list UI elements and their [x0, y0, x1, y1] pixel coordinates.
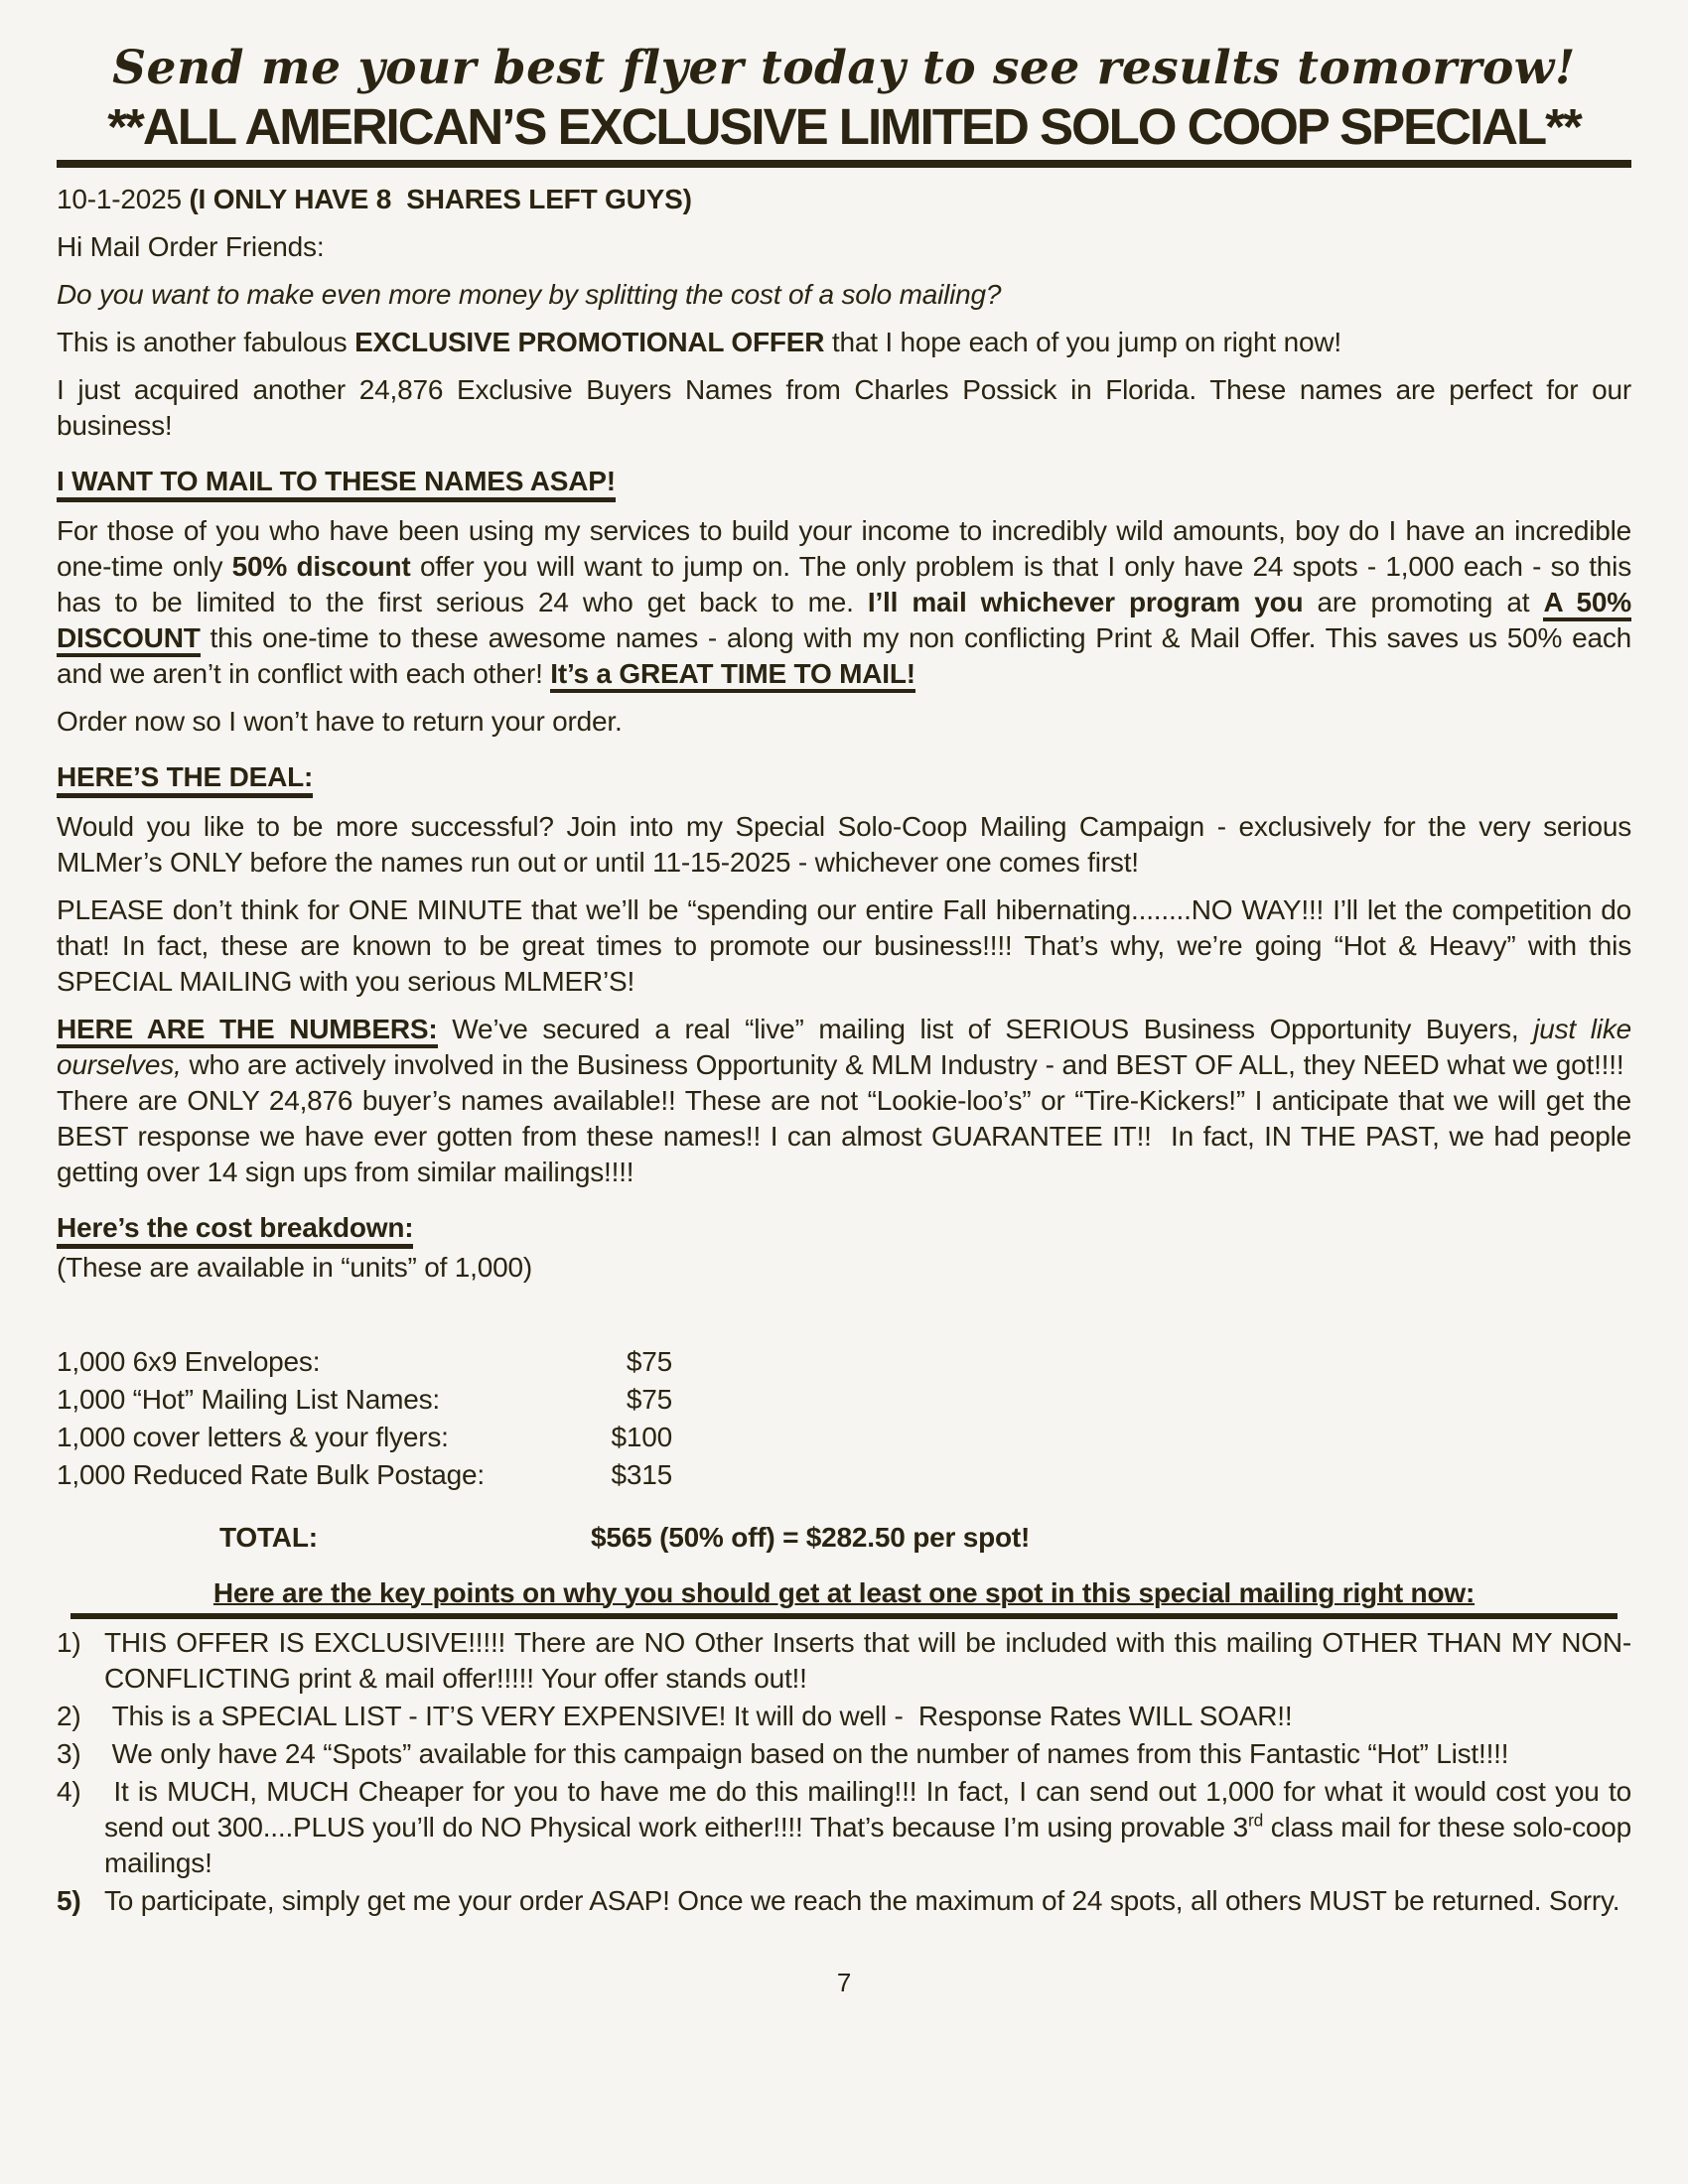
- heading-heres-the-deal: [57, 759, 1631, 795]
- keypoint-item-4: [57, 1774, 1631, 1881]
- promo-offer-paragraph: This is another fabulous EXCLUSIVE PROMOTIONAL OFFER that I hope each of you jump on right now!: [57, 327, 1341, 357]
- date-line: 10-1-2025 (I ONLY HAVE 8 SHARES LEFT GUYS): [57, 184, 692, 214]
- page-number: 7: [836, 1968, 852, 1997]
- heading-mail-asap-text: I WANT TO MAIL TO THESE NAMES ASAP!: [57, 466, 616, 502]
- heading-mail-asap: [57, 464, 1631, 499]
- units-note: (These are available in “units” of 1,000): [57, 1252, 532, 1283]
- cost-label: 1,000 Reduced Rate Bulk Postage:: [57, 1459, 486, 1490]
- main-title: **ALL AMERICAN’S EXCLUSIVE LIMITED SOLO COOP SPECIAL**: [57, 99, 1631, 168]
- cost-table: [57, 1343, 1631, 1494]
- cost-price: $100: [611, 1422, 672, 1452]
- keypoints-heading: [70, 1575, 1618, 1619]
- keypoint-text: It is MUCH, MUCH Cheaper for you to have me do this mailing!!! In fact, I can send out 1,000 for what it would cost you to send out 300....PLUS you’ll do NO Physical work either!!!! That’s because I’m using provable 3rd class mail for these solo-coop mailings!: [104, 1776, 1632, 1878]
- total-value: $565 (50% off) = $282.50 per spot!: [591, 1522, 1031, 1553]
- cost-label: 1,000 “Hot” Mailing List Names:: [57, 1384, 440, 1415]
- discount-offer-paragraph: For those of you who have been using my services to build your income to incredibly wild amounts, boy do I have an incredible one-time only 50% discount offer you will want to jump on. The only problem is that I only have 24 spots - 1,000 each - so this has to be limited to the first serious 24 who get back to me. I’ll mail whichever program you are promoting at A 50% DISCOUNT this one-time to these awesome names - along with my non conflicting Print & Mail Offer. This saves us 50% each and we aren’t in conflict with each other! It’s a GREAT TIME TO MAIL!: [57, 513, 1631, 692]
- heading-heres-the-deal-text: HERE’S THE DEAL:: [57, 761, 313, 798]
- keypoint-item-2: [57, 1699, 1631, 1734]
- question-line: Do you want to make even more money by splitting the cost of a solo mailing?: [57, 279, 1002, 310]
- keypoints-heading-text: Here are the key points on why you should get at least one spot in this special mailing right now:: [212, 1577, 1476, 1608]
- keypoint-number: 2): [57, 1701, 81, 1731]
- keypoint-item-5: [57, 1883, 1631, 1919]
- keypoint-text: We only have 24 “Spots” available for this campaign based on the number of names from this Fantastic “Hot” List!!!!: [104, 1738, 1509, 1769]
- heading-cost-breakdown-text: Here’s the cost breakdown:: [57, 1212, 413, 1249]
- keypoint-number: 1): [57, 1627, 81, 1658]
- keypoints-list: [57, 1625, 1631, 1919]
- cost-price: $75: [626, 1384, 672, 1415]
- cost-price: $75: [626, 1346, 672, 1377]
- cost-row-mailing-list: [57, 1381, 672, 1419]
- here-are-the-numbers-paragraph: HERE ARE THE NUMBERS: We’ve secured a real “live” mailing list of SERIOUS Business Opportunity Buyers, just like ourselves, who are actively involved in the Business Opportunity & MLM Industry - and BEST OF ALL, they NEED what we got!!!! There are ONLY 24,876 buyer’s names available!! These are not “Lookie-loo’s” or “Tire-Kickers!” I anticipate that we will get the BEST response we have ever gotten from these names!! I can almost GUARANTEE IT!! In fact, IN THE PAST, we had people getting over 14 sign ups from similar mailings!!!!: [57, 1014, 1631, 1187]
- cost-label: 1,000 cover letters & your flyers:: [57, 1422, 449, 1452]
- heading-cost-breakdown: [57, 1210, 1631, 1246]
- greeting-line: Hi Mail Order Friends:: [57, 231, 325, 262]
- cost-row-bulk-postage: [57, 1456, 672, 1494]
- keypoint-item-3: [57, 1736, 1631, 1772]
- cost-label: 1,000 6x9 Envelopes:: [57, 1346, 321, 1377]
- successful-paragraph: Would you like to be more successful? Join into my Special Solo-Coop Mailing Campaign - exclusively for the very serious MLMer’s ONLY before the names run out or until 11-15-2025 - whichever one comes first!: [57, 811, 1631, 878]
- order-now-line: Order now so I won’t have to return your order.: [57, 706, 623, 737]
- cost-row-envelopes: [57, 1343, 672, 1381]
- total-label: TOTAL:: [219, 1522, 318, 1553]
- cost-price: $315: [611, 1459, 672, 1490]
- keypoint-number: 5): [57, 1885, 81, 1916]
- cost-row-cover-letters: [57, 1419, 672, 1456]
- total-row: [57, 1520, 1631, 1556]
- keypoint-item-1: [57, 1625, 1631, 1697]
- script-headline: Send me your best flyer today to see results tomorrow!: [112, 41, 1576, 95]
- acquired-names-paragraph: I just acquired another 24,876 Exclusive Buyers Names from Charles Possick in Florida. These names are perfect for our business!: [57, 374, 1631, 441]
- keypoint-text: THIS OFFER IS EXCLUSIVE!!!!! There are NO Other Inserts that will be included with this mailing OTHER THAN MY NON-CONFLICTING print & mail offer!!!!! Your offer stands out!!: [104, 1627, 1631, 1694]
- keypoint-text: This is a SPECIAL LIST - IT’S VERY EXPENSIVE! It will do well - Response Rates WILL SOAR!!: [104, 1701, 1293, 1731]
- keypoint-text: To participate, simply get me your order ASAP! Once we reach the maximum of 24 spots, all others MUST be returned. Sorry.: [104, 1885, 1620, 1916]
- please-paragraph: PLEASE don’t think for ONE MINUTE that we’ll be “spending our entire Fall hibernating........NO WAY!!! I’ll let the competition do that! In fact, these are known to be great times to promote our business!!!! That’s why, we’re going “Hot & Heavy” with this SPECIAL MAILING with you serious MLMER’S!: [57, 894, 1631, 997]
- keypoint-number: 3): [57, 1738, 81, 1769]
- keypoint-number: 4): [57, 1776, 81, 1807]
